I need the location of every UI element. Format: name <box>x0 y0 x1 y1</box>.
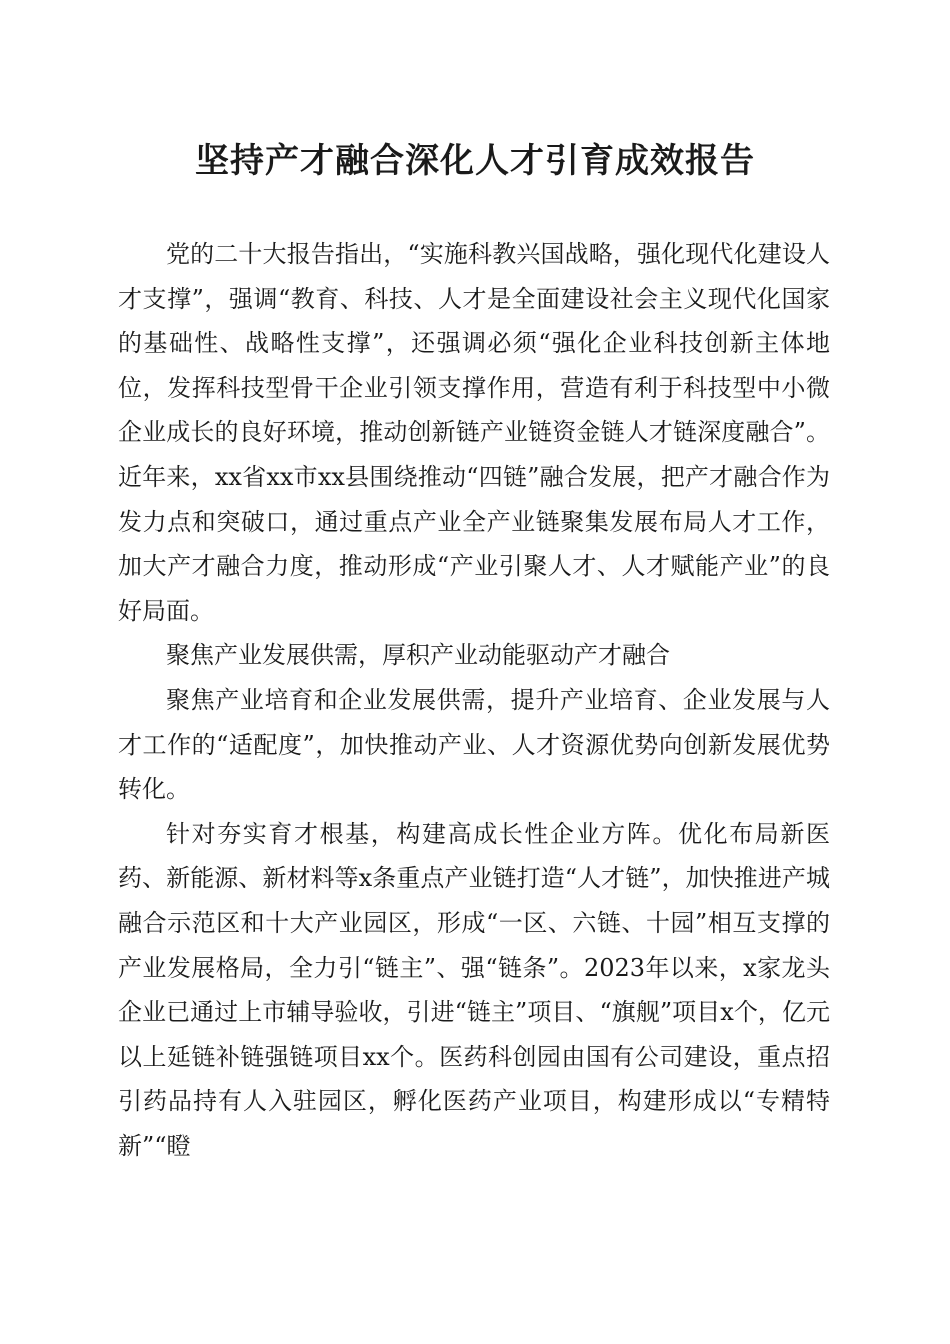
section-heading: 聚焦产业发展供需，厚积产业动能驱动产才融合 <box>166 641 670 670</box>
document-title: 坚持产才融合深化人才引育成效报告 <box>195 141 755 181</box>
paragraph-section-summary: 聚焦产业培育和企业发展供需，提升产业培育、企业发展与人才工作的“适配度”，加快推动产业、人才资源优势向创新发展优势转化。 <box>118 685 830 804</box>
document-body <box>118 232 830 1168</box>
paragraph-talent-foundation: 针对夯实育才根基，构建高成长性企业方阵。优化布局新医药、新能源、新材料等x条重点产业链打造“人才链”，加快推进产城融合示范区和十大产业园区，形成“一区、六链、十园”相互支撑的产业发展格局，全力引“链主”、强“链条”。2023年以来，x家龙头企业已通过上市辅导验收，引进“链主”项目、“旗舰”项目x个，亿元以上延链补链强链项目xx个。医药科创园由国有公司建设，重点招引药品持有人入驻园区，孵化医药产业项目，构建形成以“专精特新”“瞪 <box>118 819 830 1160</box>
paragraph-intro: 党的二十大报告指出，“实施科教兴国战略，强化现代化建设人才支撑”，强调“教育、科技、人才是全面建设社会主义现代化国家的基础性、战略性支撑”，还强调必须“强化企业科技创新主体地位，发挥科技型骨干企业引领支撑作用，营造有利于科技型中小微企业成长的良好环境，推动创新链产业链资金链人才链深度融合”。近年来，xx省xx市xx县围绕推动“四链”融合发展，把产才融合作为发力点和突破口，通过重点产业全产业链聚集发展布局人才工作，加大产才融合力度，推动形成“产业引聚人才、人才赋能产业”的良好局面。 <box>118 240 830 625</box>
